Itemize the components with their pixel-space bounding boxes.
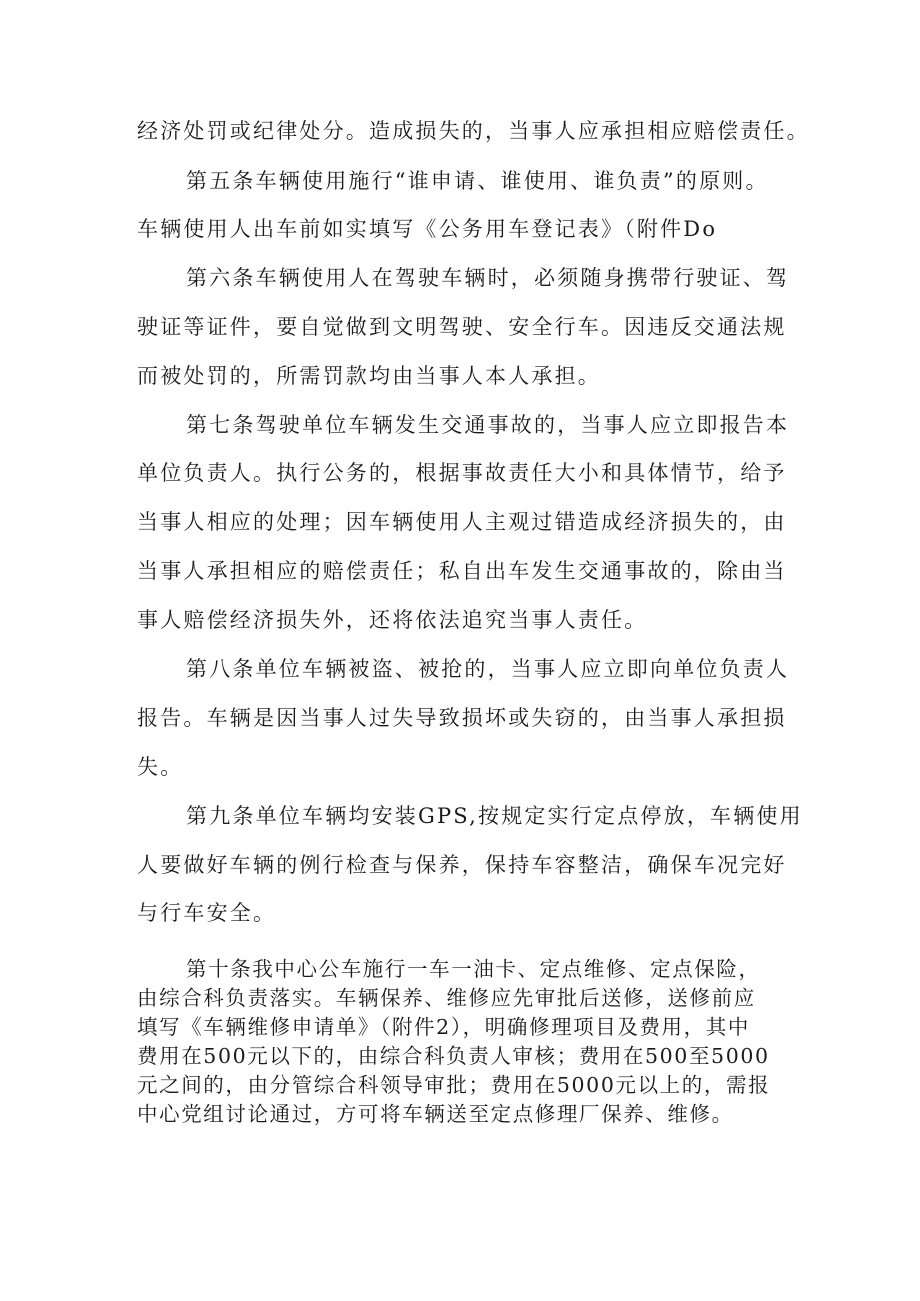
text-line: 费用在500元以下的，由综合科负责人审核；费用在500至5000 (137, 1044, 770, 1068)
text-line: 车辆使用人出车前如实填写《公务用车登记表》（附件Do (137, 217, 718, 241)
article-7-heading-line: 第七条驾驶单位车辆发生交通事故的，当事人应立即报告本 (186, 413, 790, 437)
article-9-heading-line: 第九条单位车辆均安装GPS,按规定实行定点停放，车辆使用 (186, 804, 803, 828)
article-10-heading-line: 第十条我中心公车施行一车一油卡、定点维修、定点保险， (186, 957, 761, 981)
text-line: 单位负责人。执行公务的，根据事故责任大小和具体情节，给予 (137, 461, 787, 485)
text-line: 人要做好车辆的例行检查与保养，保持车容整洁，确保车况完好 (137, 853, 787, 877)
article-5-heading-line: 第五条车辆使用施行“谁申请、谁使用、谁负责”的原则。 (186, 169, 769, 193)
text-line: 经济处罚或纪律处分。造成损失的，当事人应承担相应赔偿责任。 (137, 119, 810, 143)
text-line: 中心党组讨论通过，方可将车辆送至定点修理厂保养、维修。 (137, 1102, 734, 1126)
text-line: 与行车安全。 (137, 901, 277, 925)
text-line: 由综合科负责落实。车辆保养、维修应先审批后送修，送修前应 (137, 986, 756, 1010)
text-line: 而被处罚的，所需罚款均由当事人本人承担。 (137, 364, 601, 388)
article-6-heading-line: 第六条车辆使用人在驾驶车辆时，必须随身携带行驶证、驾 (186, 266, 790, 290)
text-line: 当事人承担相应的赔偿责任；私自出车发生交通事故的，除由当 (137, 559, 787, 583)
text-line: 事人赔偿经济损失外，还将依法追究当事人责任。 (137, 608, 648, 632)
text-line: 元之间的，由分管综合科领导审批；费用在5000元以上的，需报 (137, 1073, 771, 1097)
text-line: 报告。车辆是因当事人过失导致损坏或失窃的，由当事人承担损 (137, 706, 787, 730)
article-8-heading-line: 第八条单位车辆被盗、被抢的，当事人应立即向单位负责人 (186, 657, 790, 681)
text-line: 驶证等证件，要自觉做到文明驾驶、安全行车。因违反交通法规 (137, 315, 787, 339)
text-line: 当事人相应的处理；因车辆使用人主观过错造成经济损失的，由 (137, 510, 787, 534)
text-line: 失。 (137, 755, 184, 779)
text-line: 填写《车辆维修申请单》（附件2），明确修理项目及费用，其中 (137, 1015, 750, 1039)
